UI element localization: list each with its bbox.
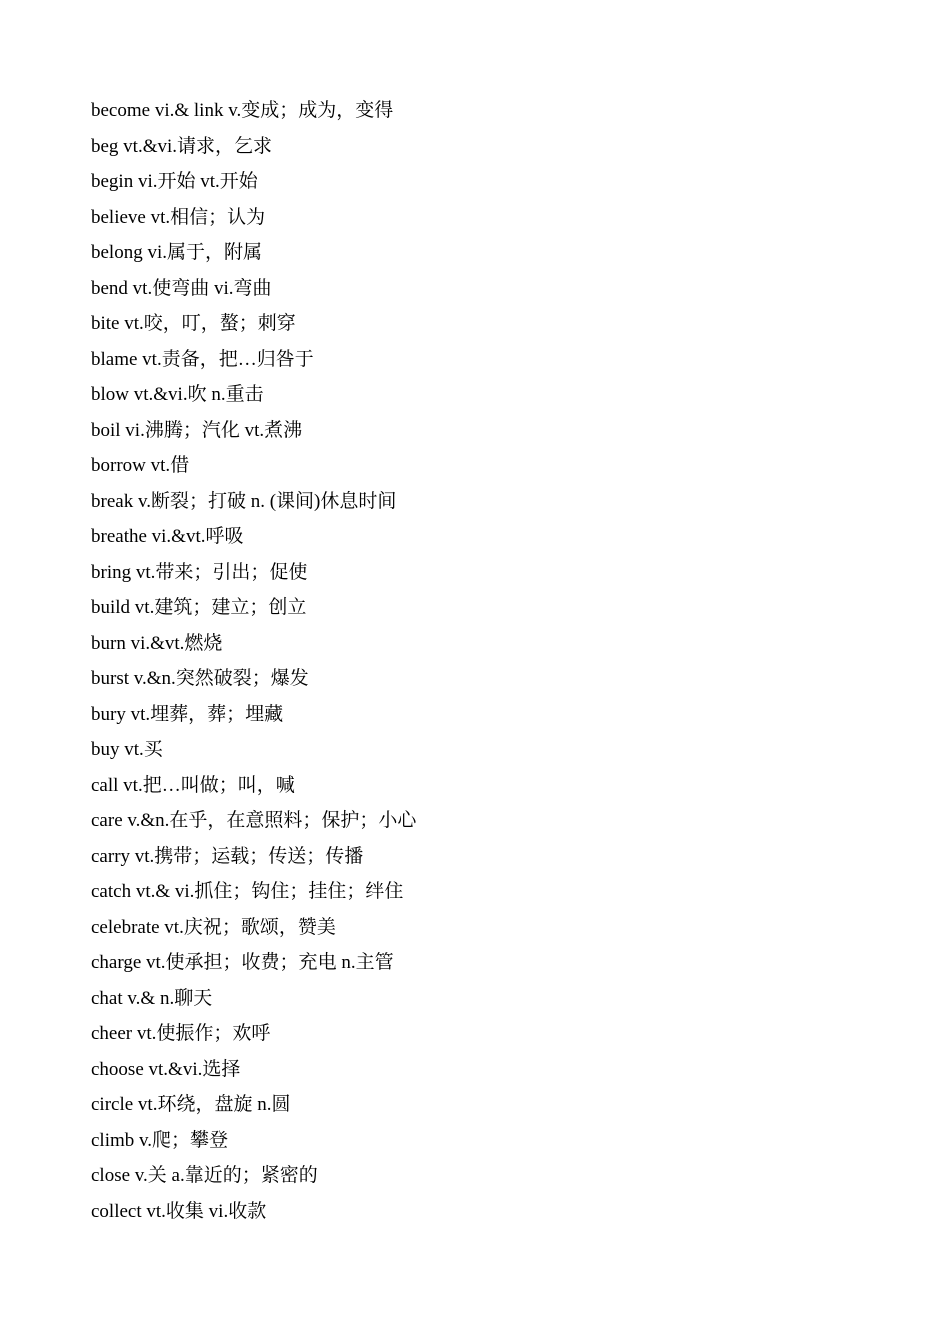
vocab-entry: blow vt.&vi.吹 n.重击	[91, 384, 264, 405]
vocab-entry: believe vt.相信；认为	[91, 206, 266, 228]
vocab-entry: climb v.爬；攀登	[91, 1129, 229, 1151]
vocab-entry: cheer vt.使振作；欢呼	[91, 1023, 271, 1044]
vocab-entry: celebrate vt.庆祝；歌颂，赞美	[91, 916, 336, 938]
vocab-entry: borrow vt.借	[91, 455, 190, 476]
vocab-entry: blame vt.责备，把…归咎于	[91, 348, 314, 370]
vocab-entry: breathe vi.&vt.呼吸	[91, 526, 244, 547]
vocab-entry: burn vi.&vt.燃烧	[91, 632, 223, 654]
vocab-entry: become vi.& link v.变成；成为，变得	[91, 100, 394, 121]
vocab-entry: collect vt.收集 vi.收款	[91, 1200, 267, 1222]
vocab-entry: bury vt.埋葬，葬；埋藏	[91, 703, 284, 725]
vocab-entry: chat v.& n.聊天	[91, 987, 213, 1009]
vocab-entry: break v.断裂；打破 n. (课间)休息时间	[91, 490, 397, 512]
vocab-entry: buy vt.买	[91, 739, 163, 760]
vocab-entry: bring vt.带来；引出；促使	[91, 561, 308, 583]
vocab-entry: begin vi.开始 vt.开始	[91, 171, 258, 192]
vocab-entry: build vt.建筑；建立；创立	[91, 597, 307, 618]
vocab-entry: charge vt.使承担；收费；充电 n.主管	[91, 952, 394, 973]
vocab-entry: catch vt.& vi.抓住；钩住；挂住；绊住	[91, 881, 404, 902]
vocab-entry: beg vt.&vi.请求，乞求	[91, 135, 273, 157]
vocab-entry: call vt.把…叫做；叫，喊	[91, 774, 295, 796]
vocabulary-list	[91, 93, 416, 1229]
vocab-entry: carry vt.携带；运载；传送；传播	[91, 845, 364, 867]
vocab-entry: care v.&n.在乎，在意照料；保护；小心	[91, 810, 417, 831]
vocab-entry: circle vt.环绕，盘旋 n.圆	[91, 1094, 291, 1115]
vocab-entry: close v.关 a.靠近的；紧密的	[91, 1165, 318, 1186]
vocab-entry: bend vt.使弯曲 vi.弯曲	[91, 277, 272, 299]
vocab-entry: choose vt.&vi.选择	[91, 1058, 241, 1080]
vocab-entry: bite vt.咬，叮，螯；刺穿	[91, 313, 296, 334]
vocab-entry: belong vi.属于，附属	[91, 242, 262, 263]
vocab-entry: boil vi.沸腾；汽化 vt.煮沸	[91, 419, 303, 441]
vocab-entry: burst v.&n.突然破裂；爆发	[91, 668, 309, 689]
